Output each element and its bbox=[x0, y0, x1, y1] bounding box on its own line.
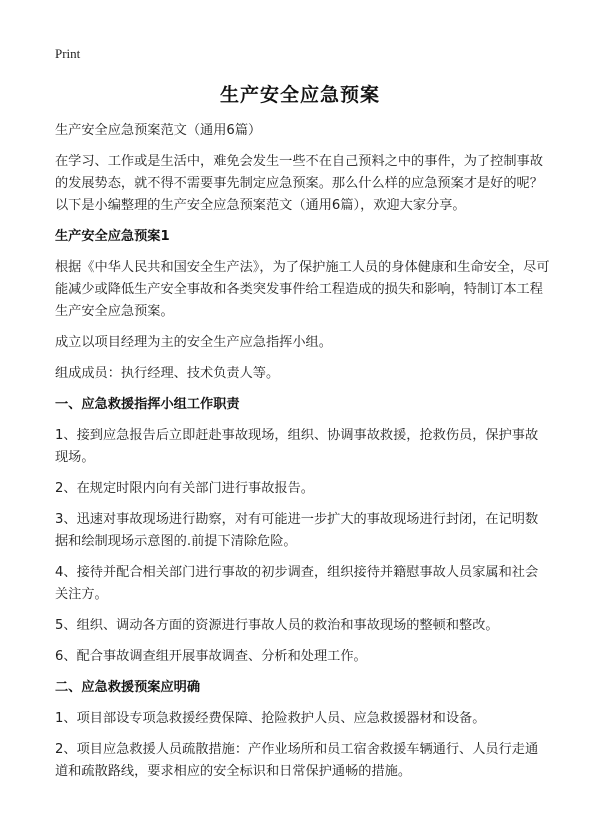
basis-paragraph: 根据《中华人民共和国安全生产法》，为了保护施工人员的身体健康和生命安全，尽可能减少或降低生产安全事故和各类突发事件给工程造成的损失和影响，特制订本工程生产安全应急预案。 bbox=[55, 260, 550, 319]
duty-item: 2、在规定时限内向有关部门进行事故报告。 bbox=[55, 481, 314, 496]
duty-item: 5、组织、调动各方面的资源进行事故人员的救治和事故现场的整顿和整改。 bbox=[55, 618, 499, 633]
print-label: Print bbox=[55, 46, 81, 61]
duty-item: 4、接待并配合相关部门进行事故的初步调查，组织接待并籍慰事故人员家属和社会关注方。 bbox=[55, 565, 539, 602]
members-paragraph: 组成成员：执行经理、技术负责人等。 bbox=[55, 366, 280, 381]
duties-heading: 一、应急救援指挥小组工作职责 bbox=[55, 397, 240, 412]
plan-item: 2、项目应急救援人员疏散措施：产作业场所和员工宿舍救援车辆通行、人员行走通道和疏散路线，要求相应的安全标识和日常保护通畅的措施。 bbox=[55, 742, 539, 779]
plan-heading: 二、应急救援预案应明确 bbox=[55, 680, 201, 695]
duty-item: 6、配合事故调查组开展事故调查、分析和处理工作。 bbox=[55, 649, 367, 664]
plan-item: 1、项目部设专项急救援经费保障、抢险救护人员、应急救援器材和设备。 bbox=[55, 711, 486, 726]
intro-paragraph: 在学习、工作或是生活中，难免会发生一些不在自己预料之中的事件，为了控制事故的发展势态，就不得不需要事先制定应急预案。那么什么样的应急预案才是好的呢？以下是小编整理的生产安全应急预案范文（通用6篇），欢迎大家分享。 bbox=[55, 154, 543, 213]
document-subtitle: 生产安全应急预案范文（通用6篇） bbox=[55, 123, 262, 138]
duty-item: 1、接到应急报告后立即赶赴事故现场，组织、协调事故救援，抢救伤员，保护事故现场。 bbox=[55, 428, 539, 465]
group-paragraph: 成立以项目经理为主的安全生产应急指挥小组。 bbox=[55, 335, 332, 350]
duty-item: 3、迅速对事故现场进行勘察，对有可能进一步扩大的事故现场进行封闭，在记明数据和绘制现场示意图的.前提下清除危险。 bbox=[55, 512, 539, 549]
document-body bbox=[55, 120, 550, 783]
section-heading: 生产安全应急预案1 bbox=[55, 229, 170, 244]
page-title: 生产安全应急预案 bbox=[219, 84, 380, 106]
